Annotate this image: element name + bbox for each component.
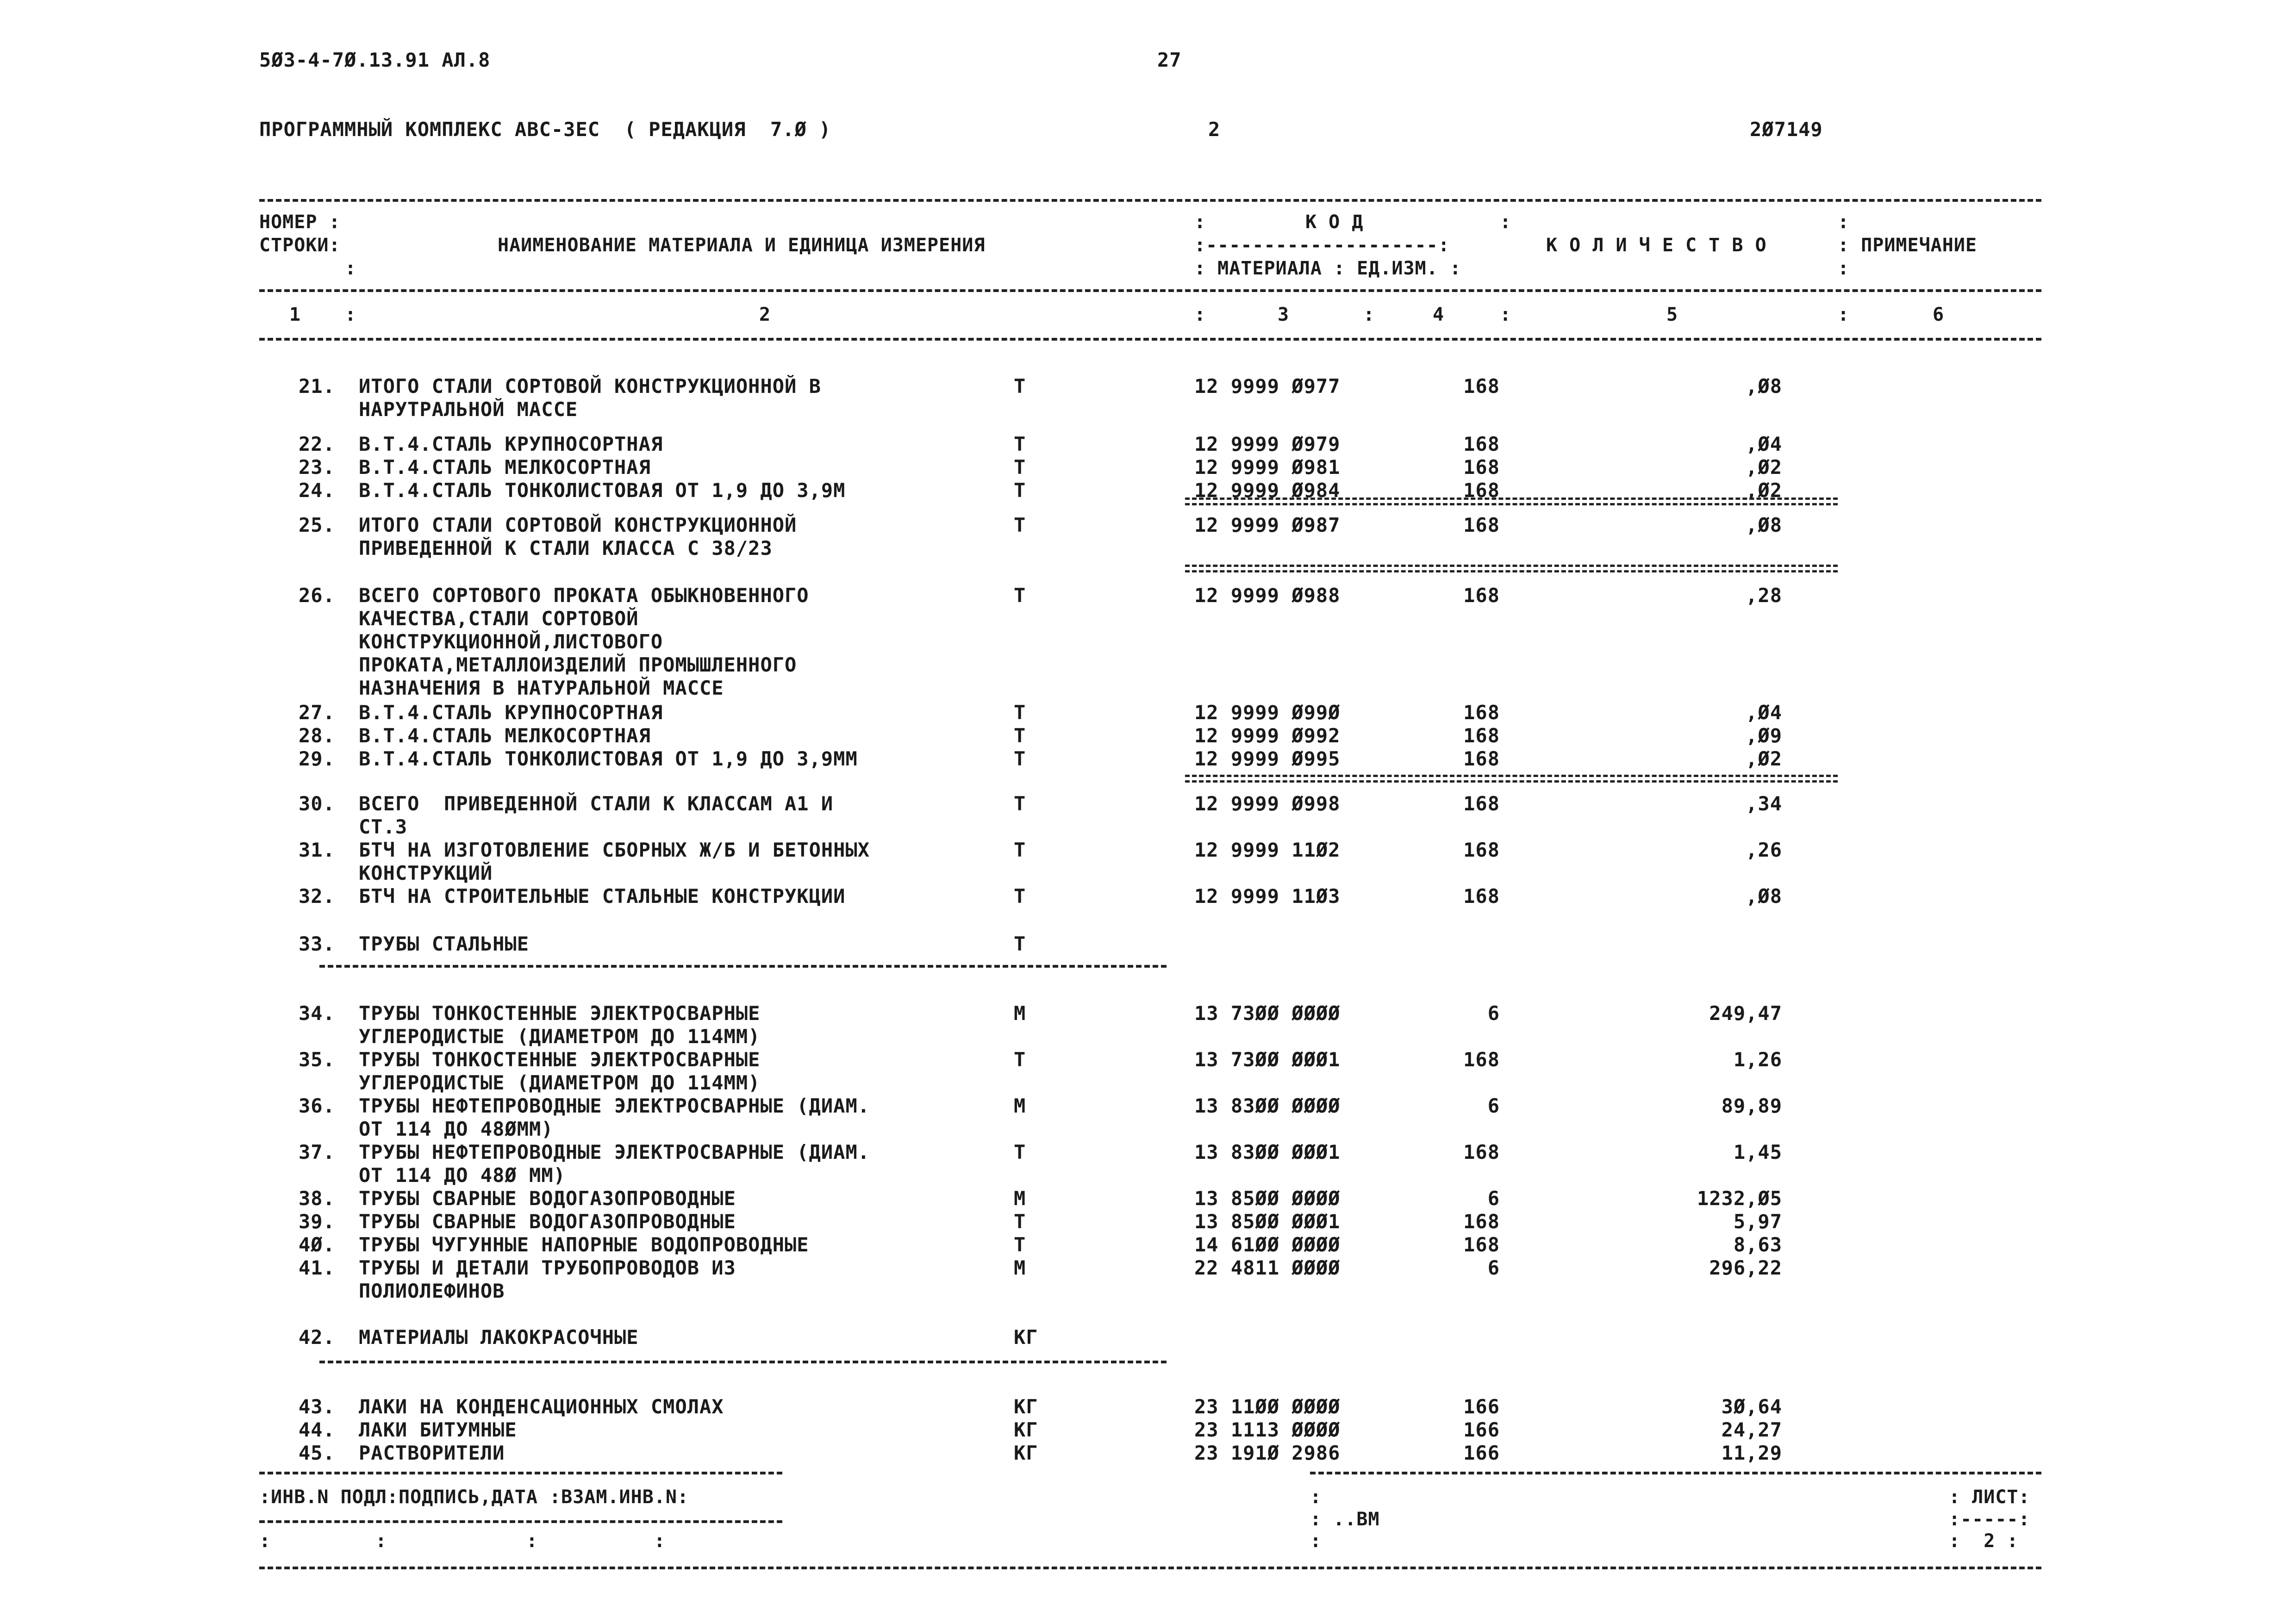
- row-unit: КГ: [1014, 1418, 1038, 1441]
- header-note-colon-bottom: :: [1838, 258, 1850, 279]
- row-number: 29.: [299, 747, 335, 770]
- row-number: 45.: [299, 1442, 335, 1464]
- material-name: ТРУБЫ СВАРНЫЕ ВОДОГАЗОПРОВОДНЫЕ: [359, 1187, 736, 1210]
- program-title: ПРОГРАММНЫЙ КОМПЛЕКС АВС-ЗЕС ( РЕДАКЦИЯ 7.Ø ): [259, 118, 831, 141]
- quantity: 11,29: [1721, 1442, 1782, 1464]
- material-name: ПРИВЕДЕННОЙ К СТАЛИ КЛАССА С 38/23: [359, 537, 773, 560]
- colnum-sep-5: :: [1838, 304, 1850, 325]
- row-number: 32.: [299, 885, 335, 908]
- row-number: 35.: [299, 1048, 335, 1071]
- measure-code: 6: [1487, 1187, 1500, 1210]
- material-code: 12 9999 Ø992: [1194, 724, 1341, 747]
- measure-code: 168: [1463, 456, 1500, 479]
- row-number: 27.: [299, 701, 335, 724]
- colnum-5: 5: [1666, 304, 1678, 325]
- quantity: ,Ø2: [1746, 456, 1782, 479]
- material-name: УГЛЕРОДИСТЫЕ (ДИАМЕТРОМ ДО 114ММ): [359, 1025, 761, 1048]
- header-nomer: НОМЕР :: [259, 211, 341, 233]
- material-name: ОТ 114 ДО 48ØММ): [359, 1118, 554, 1140]
- header-divider: [259, 289, 2041, 292]
- row-unit: Т: [1014, 792, 1026, 815]
- measure-code: 168: [1463, 375, 1500, 398]
- material-name: ТРУБЫ И ДЕТАЛИ ТРУБОПРОВОДОВ ИЗ: [359, 1256, 736, 1279]
- doc-code: 5Ø3-4-7Ø.13.91 АЛ.8: [259, 49, 491, 71]
- colnum-4: 4: [1433, 304, 1445, 325]
- measure-code: 6: [1487, 1256, 1500, 1279]
- material-code: 13 85ØØ ØØØ1: [1194, 1210, 1341, 1233]
- row-unit: М: [1014, 1256, 1026, 1279]
- quantity: 24,27: [1721, 1418, 1782, 1441]
- colnum-sep-4: :: [1500, 304, 1512, 325]
- header-kod-sub: : МАТЕРИАЛА : ЕД.ИЗМ. :: [1194, 258, 1461, 279]
- material-code: 12 9999 Ø984: [1194, 479, 1341, 502]
- material-code: 12 9999 11Ø2: [1194, 839, 1341, 861]
- row-unit: КГ: [1014, 1395, 1038, 1418]
- colnum-3: 3: [1278, 304, 1290, 325]
- row-unit: Т: [1014, 375, 1026, 398]
- material-code: 23 1113 ØØØØ: [1194, 1418, 1341, 1441]
- material-name: БТЧ НА СТРОИТЕЛЬНЫЕ СТАЛЬНЫЕ КОНСТРУКЦИИ: [359, 885, 846, 908]
- material-name: УГЛЕРОДИСТЫЕ (ДИАМЕТРОМ ДО 114ММ): [359, 1071, 761, 1094]
- material-name: В.Т.4.СТАЛЬ КРУПНОСОРТНАЯ: [359, 433, 663, 455]
- row-unit: Т: [1014, 1048, 1026, 1071]
- quantity: 89,89: [1721, 1094, 1782, 1117]
- material-code: 12 9999 Ø987: [1194, 514, 1341, 536]
- colnum-sep-1: :: [345, 304, 357, 325]
- material-name: ТРУБЫ ТОНКОСТЕННЫЕ ЭЛЕКТРОСВАРНЫЕ: [359, 1002, 761, 1025]
- total-separator: [1185, 775, 1838, 783]
- material-name: КАЧЕСТВА,СТАЛИ СОРТОВОЙ: [359, 607, 639, 630]
- header-kod-colon-left: :: [1194, 211, 1206, 233]
- row-unit: Т: [1014, 479, 1026, 502]
- material-name: В.Т.4.СТАЛЬ МЕЛКОСОРТНАЯ: [359, 724, 651, 747]
- material-code: 12 9999 Ø977: [1194, 375, 1341, 398]
- material-name: ВСЕГО ПРИВЕДЕННОЙ СТАЛИ К КЛАССАМ А1 И: [359, 792, 834, 815]
- measure-code: 168: [1463, 584, 1500, 607]
- material-name: ТРУБЫ НЕФТЕПРОВОДНЫЕ ЭЛЕКТРОСВАРНЫЕ (ДИАМ.: [359, 1094, 870, 1117]
- material-name: ПРОКАТА,МЕТАЛЛОИЗДЕЛИЙ ПРОМЫШЛЕННОГО: [359, 653, 797, 676]
- measure-code: 166: [1463, 1395, 1500, 1418]
- row-number: 4Ø.: [299, 1233, 335, 1256]
- sheet-number: : 2 :: [1949, 1530, 2019, 1552]
- quantity: ,Ø8: [1746, 514, 1782, 536]
- stamp-divider: [259, 1520, 782, 1523]
- measure-code: 168: [1463, 1048, 1500, 1071]
- program-code: 2Ø7149: [1750, 118, 1823, 141]
- material-code: 13 83ØØ ØØØØ: [1194, 1094, 1341, 1117]
- mid-colon-1: :: [1310, 1486, 1322, 1508]
- material-name: НАЗНАЧЕНИЯ В НАТУРАЛЬНОЙ МАССЕ: [359, 677, 724, 699]
- quantity: 8,63: [1733, 1233, 1782, 1256]
- footer-top-rule: [259, 1472, 782, 1474]
- row-number: 31.: [299, 839, 335, 861]
- measure-code: 168: [1463, 1210, 1500, 1233]
- measure-code: 168: [1463, 885, 1500, 908]
- material-name: ЛАКИ НА КОНДЕНСАЦИОННЫХ СМОЛАХ: [359, 1395, 724, 1418]
- material-name: ТРУБЫ ЧУГУННЫЕ НАПОРНЫЕ ВОДОПРОВОДНЫЕ: [359, 1233, 809, 1256]
- measure-code: 168: [1463, 1141, 1500, 1163]
- material-code: 12 9999 Ø998: [1194, 792, 1341, 815]
- row-number: 39.: [299, 1210, 335, 1233]
- material-code: 12 9999 11Ø3: [1194, 885, 1341, 908]
- mid-vm: : ..ВМ: [1310, 1509, 1380, 1530]
- row-unit: Т: [1014, 433, 1026, 455]
- row-unit: Т: [1014, 456, 1026, 479]
- footer-bottom-rule: [259, 1567, 2041, 1569]
- material-code: 12 9999 Ø99Ø: [1194, 701, 1341, 724]
- row-number: 44.: [299, 1418, 335, 1441]
- measure-code: 6: [1487, 1094, 1500, 1117]
- measure-code: 6: [1487, 1002, 1500, 1025]
- header-kod-dashes: :--------------------:: [1194, 235, 1450, 256]
- page-number: 27: [1157, 49, 1182, 71]
- row-number: 25.: [299, 514, 335, 536]
- header-note-colon-top: :: [1838, 211, 1850, 233]
- header-kod: К О Д: [1305, 211, 1364, 233]
- quantity: 3Ø,64: [1721, 1395, 1782, 1418]
- header-colon: :: [345, 258, 357, 279]
- row-number: 38.: [299, 1187, 335, 1210]
- measure-code: 168: [1463, 724, 1500, 747]
- quantity: 1,45: [1733, 1141, 1782, 1163]
- program-page: 2: [1208, 118, 1221, 141]
- quantity: ,Ø4: [1746, 433, 1782, 455]
- material-name: В.Т.4.СТАЛЬ ТОНКОЛИСТОВАЯ ОТ 1,9 ДО 3,9М: [359, 479, 846, 502]
- quantity: ,Ø9: [1746, 724, 1782, 747]
- header-kod-colon-right: :: [1500, 211, 1512, 233]
- row-unit: Т: [1014, 885, 1026, 908]
- material-code: 14 61ØØ ØØØØ: [1194, 1233, 1341, 1256]
- material-name: В.Т.4.СТАЛЬ КРУПНОСОРТНАЯ: [359, 701, 663, 724]
- row-unit: КГ: [1014, 1442, 1038, 1464]
- row-number: 33.: [299, 933, 335, 955]
- material-code: 12 9999 Ø979: [1194, 433, 1341, 455]
- material-name: МАТЕРИАЛЫ ЛАКОКРАСОЧНЫЕ: [359, 1326, 639, 1349]
- row-unit: Т: [1014, 514, 1026, 536]
- header-note-title: : ПРИМЕЧАНИЕ: [1838, 235, 1977, 256]
- colnum-6: 6: [1933, 304, 1945, 325]
- measure-code: 168: [1463, 701, 1500, 724]
- row-unit: Т: [1014, 584, 1026, 607]
- section-underline: [319, 1361, 1167, 1363]
- material-code: 23 11ØØ ØØØØ: [1194, 1395, 1341, 1418]
- colnum-1: 1: [289, 304, 301, 325]
- header-qty-title: К О Л И Ч Е С Т В О: [1546, 235, 1767, 256]
- row-number: 36.: [299, 1094, 335, 1117]
- material-name: ИТОГО СТАЛИ СОРТОВОЙ КОНСТРУКЦИОННОЙ: [359, 514, 797, 536]
- material-code: 23 191Ø 2986: [1194, 1442, 1341, 1464]
- material-name: ОТ 114 ДО 48Ø ММ): [359, 1164, 566, 1187]
- quantity: 296,22: [1709, 1256, 1782, 1279]
- quantity: 1,26: [1733, 1048, 1782, 1071]
- quantity: ,Ø8: [1746, 885, 1782, 908]
- mid-colon-3: :: [1310, 1530, 1322, 1552]
- measure-code: 168: [1463, 747, 1500, 770]
- material-name: НАРУТРАЛЬНОЙ МАССЕ: [359, 398, 578, 421]
- quantity: 5,97: [1733, 1210, 1782, 1233]
- measure-code: 168: [1463, 514, 1500, 536]
- material-name: В.Т.4.СТАЛЬ ТОНКОЛИСТОВАЯ ОТ 1,9 ДО 3,9ММ: [359, 747, 858, 770]
- stamp-fields: :ИНВ.N ПОДЛ:ПОДПИСЬ,ДАТА :ВЗАМ.ИНВ.N:: [259, 1486, 689, 1508]
- footer-top-rule-right: [1310, 1472, 2041, 1474]
- quantity: 249,47: [1709, 1002, 1782, 1025]
- material-code: 13 73ØØ ØØØ1: [1194, 1048, 1341, 1071]
- row-number: 34.: [299, 1002, 335, 1025]
- quantity: 1232,Ø5: [1697, 1187, 1782, 1210]
- row-unit: КГ: [1014, 1326, 1038, 1349]
- material-code: 12 9999 Ø981: [1194, 456, 1341, 479]
- quantity: ,Ø8: [1746, 375, 1782, 398]
- total-separator: [1185, 497, 1838, 505]
- material-name: КОНСТРУКЦИОННОЙ,ЛИСТОВОГО: [359, 630, 663, 653]
- material-name: БТЧ НА ИЗГОТОВЛЕНИЕ СБОРНЫХ Ж/Б И БЕТОННЫХ: [359, 839, 870, 861]
- colnum-sep-3: :: [1363, 304, 1375, 325]
- row-number: 42.: [299, 1326, 335, 1349]
- material-name: КОНСТРУКЦИЙ: [359, 862, 493, 884]
- row-number: 28.: [299, 724, 335, 747]
- row-number: 21.: [299, 375, 335, 398]
- row-number: 26.: [299, 584, 335, 607]
- material-name: В.Т.4.СТАЛЬ МЕЛКОСОРТНАЯ: [359, 456, 651, 479]
- material-code: 12 9999 Ø995: [1194, 747, 1341, 770]
- row-number: 43.: [299, 1395, 335, 1418]
- row-number: 41.: [299, 1256, 335, 1279]
- measure-code: 166: [1463, 1442, 1500, 1464]
- material-name: ТРУБЫ НЕФТЕПРОВОДНЫЕ ЭЛЕКТРОСВАРНЫЕ (ДИАМ.: [359, 1141, 870, 1163]
- row-number: 24.: [299, 479, 335, 502]
- material-name: ПОЛИОЛЕФИНОВ: [359, 1280, 505, 1302]
- row-number: 22.: [299, 433, 335, 455]
- quantity: ,26: [1746, 839, 1782, 861]
- colnum-2: 2: [759, 304, 771, 325]
- row-unit: М: [1014, 1002, 1026, 1025]
- measure-code: 166: [1463, 1418, 1500, 1441]
- sheet-label: : ЛИСТ:: [1949, 1486, 2030, 1508]
- material-name: ИТОГО СТАЛИ СОРТОВОЙ КОНСТРУКЦИОННОЙ В: [359, 375, 821, 398]
- material-name: ЛАКИ БИТУМНЫЕ: [359, 1418, 517, 1441]
- quantity: ,28: [1746, 584, 1782, 607]
- row-unit: Т: [1014, 724, 1026, 747]
- row-unit: М: [1014, 1094, 1026, 1117]
- row-unit: Т: [1014, 701, 1026, 724]
- quantity: ,34: [1746, 792, 1782, 815]
- row-unit: Т: [1014, 1210, 1026, 1233]
- material-name: ВСЕГО СОРТОВОГО ПРОКАТА ОБЫКНОВЕННОГО: [359, 584, 809, 607]
- measure-code: 168: [1463, 792, 1500, 815]
- stamp-empty: : : : :: [259, 1530, 666, 1552]
- quantity: ,Ø2: [1746, 479, 1782, 502]
- total-separator: [1185, 565, 1838, 572]
- header-stroki: СТРОКИ:: [259, 235, 341, 256]
- row-number: 23.: [299, 456, 335, 479]
- material-code: 12 9999 Ø988: [1194, 584, 1341, 607]
- material-code: 13 83ØØ ØØØ1: [1194, 1141, 1341, 1163]
- material-name: РАСТВОРИТЕЛИ: [359, 1442, 505, 1464]
- header-bottom-rule: [259, 338, 2041, 341]
- row-number: 30.: [299, 792, 335, 815]
- material-name: ТРУБЫ ТОНКОСТЕННЫЕ ЭЛЕКТРОСВАРНЫЕ: [359, 1048, 761, 1071]
- row-unit: Т: [1014, 839, 1026, 861]
- material-code: 13 85ØØ ØØØØ: [1194, 1187, 1341, 1210]
- row-unit: М: [1014, 1187, 1026, 1210]
- material-name: ТРУБЫ СВАРНЫЕ ВОДОГАЗОПРОВОДНЫЕ: [359, 1210, 736, 1233]
- sheet-dashes: :-----:: [1949, 1509, 2030, 1530]
- quantity: ,Ø4: [1746, 701, 1782, 724]
- row-unit: Т: [1014, 1141, 1026, 1163]
- quantity: ,Ø2: [1746, 747, 1782, 770]
- row-number: 37.: [299, 1141, 335, 1163]
- table-top-rule: [259, 199, 2041, 202]
- colnum-sep-2: :: [1194, 304, 1206, 325]
- row-unit: Т: [1014, 747, 1026, 770]
- measure-code: 168: [1463, 479, 1500, 502]
- measure-code: 168: [1463, 1233, 1500, 1256]
- measure-code: 168: [1463, 839, 1500, 861]
- material-code: 13 73ØØ ØØØØ: [1194, 1002, 1341, 1025]
- row-unit: Т: [1014, 933, 1026, 955]
- material-code: 22 4811 ØØØØ: [1194, 1256, 1341, 1279]
- row-unit: Т: [1014, 1233, 1026, 1256]
- section-underline: [319, 965, 1167, 968]
- measure-code: 168: [1463, 433, 1500, 455]
- material-name: СТ.3: [359, 815, 408, 838]
- material-name: ТРУБЫ СТАЛЬНЫЕ: [359, 933, 530, 955]
- header-name-title: НАИМЕНОВАНИЕ МАТЕРИАЛА И ЕДИНИЦА ИЗМЕРЕНИЯ: [498, 235, 986, 256]
